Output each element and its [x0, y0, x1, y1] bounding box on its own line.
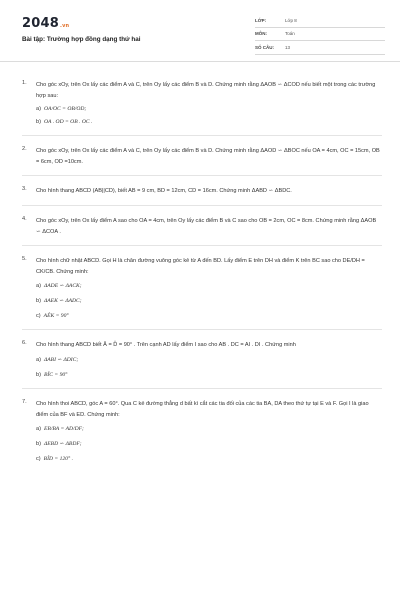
problem-item: [22, 186, 382, 206]
subpart-text: ΔADE ∽ ΔACK;: [43, 283, 82, 290]
logo-suffix: .vn: [59, 23, 70, 29]
problem-subpart: [36, 439, 382, 449]
problem-text: Cho hình thoi ABCD, góc A = 60°. Qua C kẻ đường thẳng d bất kì cắt các tia đối của các tia BA, DA theo thứ tự tại E và F. Gọi I là giao điểm của BF và ED. Chứng minh:: [36, 400, 369, 418]
problem-text: Cho hình thang ABCD (AB||CD), biết AB = 9 cm, BD = 12cm, CD = 16cm. Chứng minh ΔABD ∽ ΔBDC.: [36, 188, 292, 195]
problem-item: [22, 216, 382, 246]
problem-subpart: [36, 424, 382, 434]
problem-item: [22, 399, 382, 464]
problem-divider: [22, 175, 382, 176]
subpart-text: ΔEBD ∽ ΔBDF;: [43, 441, 82, 448]
problem-number: 2.: [22, 146, 27, 153]
subpart-label: c): [36, 313, 41, 320]
meta-value: Lớp 8: [285, 17, 297, 23]
subpart-label: a): [36, 356, 41, 363]
problem-text: Cho hình thang ABCD biết Â = D̂ = 90° . Trên cạnh AD lấy điểm I sao cho AB . DC = AI . DI . Chứng minh: [36, 342, 296, 349]
meta-value: Toán: [285, 31, 295, 37]
subpart-label: a): [36, 283, 41, 290]
problem-text: Cho góc xOy, trên Ox lấy các điểm A và C, trên Oy lấy các điểm B và D. Chứng minh rằng ΔAOB ∽ ΔCOD nếu biết một trong các trường hợp sau:: [36, 82, 376, 99]
problem-item: [22, 256, 382, 330]
meta-row-count: [255, 41, 385, 55]
problem-number: 5.: [22, 256, 27, 263]
problem-subpart: [36, 311, 382, 321]
subpart-label: b): [36, 298, 41, 305]
problem-subpart: [36, 454, 382, 464]
subpart-text: OA . OD = OB . OC .: [43, 119, 93, 126]
subpart-label: b): [36, 441, 41, 448]
problem-subpart: [36, 117, 382, 127]
problem-subpart: [36, 104, 382, 114]
problem-text: Cho hình chữ nhật ABCD. Gọi H là chân đường vuông góc kẻ từ A đến BD. Lấy điểm E trên DH và điểm K trên BC sao cho DE/DH = CK/CB. Chứng minh:: [36, 258, 365, 275]
subpart-label: b): [36, 371, 41, 378]
subpart-text: OA/OC = OB/OD;: [43, 106, 87, 113]
meta-table: [255, 14, 385, 55]
problem-item: [22, 80, 382, 136]
problem-number: 3.: [22, 186, 27, 193]
meta-key: LỚP:: [255, 17, 267, 23]
header-divider: [0, 61, 400, 62]
subpart-text: BÎC = 90°: [43, 371, 68, 378]
meta-key: MÔN:: [255, 31, 267, 37]
problem-divider: [22, 205, 382, 206]
subpart-text: EB/BA = AD/DF;: [43, 426, 84, 433]
problem-divider: [22, 135, 382, 136]
problem-text: Cho góc xOy, trên Ox lấy các điểm A và C, trên Oy lấy các điểm B và D. Chứng minh rằng ΔAOD ∽ ΔBOC nếu OA = 4cm, OC = 15cm, OB = 6cm, OD =10cm.: [36, 148, 380, 165]
problem-divider: [22, 329, 382, 330]
problem-item: [22, 146, 382, 176]
problem-subpart: [36, 281, 382, 291]
problem-subpart: [36, 370, 382, 380]
problem-number: 6.: [22, 340, 27, 347]
problem-subpart: [36, 355, 382, 365]
problem-number: 7.: [22, 398, 27, 405]
subpart-label: a): [36, 426, 41, 433]
meta-row-subject: [255, 28, 385, 42]
problem-list: [22, 80, 382, 464]
problem-divider: [22, 388, 382, 389]
meta-key: SỐ CÂU:: [255, 44, 274, 50]
subpart-label: a): [36, 106, 41, 113]
problem-subpart: [36, 296, 382, 306]
subpart-text: ΔABI ∽ ΔDIC;: [43, 356, 79, 363]
subpart-label: c): [36, 456, 41, 463]
problem-item: [22, 340, 382, 389]
logo-text: 2048: [22, 16, 59, 31]
subpart-text: AÊK = 90°: [43, 313, 69, 320]
meta-value: 13: [285, 44, 291, 50]
exercise-title: Bài tập: Trường hợp đồng dạng thứ hai: [22, 36, 141, 43]
meta-row-class: [255, 14, 385, 28]
problem-number: 1.: [22, 80, 27, 86]
subpart-text: BÎD = 120° .: [43, 456, 73, 463]
problem-number: 4.: [22, 215, 27, 222]
subpart-text: ΔAEK ∽ ΔADC;: [43, 298, 82, 305]
logo[interactable]: [22, 16, 69, 31]
subpart-label: b): [36, 119, 41, 126]
problem-text: Cho góc xOy, trên Ox lấy điểm A sao cho OA = 4cm, trên Oy lấy các điểm B và C sao cho OB = 2cm, OC = 8cm. Chứng minh rằng ΔAOB ∽ ΔCOA .: [36, 217, 377, 235]
header: [0, 0, 400, 62]
problem-divider: [22, 245, 382, 246]
